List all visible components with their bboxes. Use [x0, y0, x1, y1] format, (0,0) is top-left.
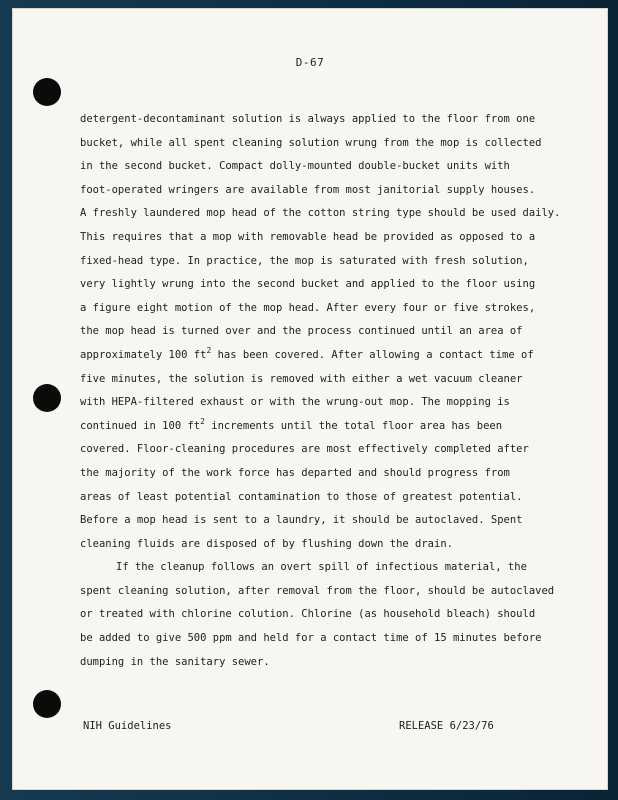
text-line	[80, 202, 561, 226]
text-line	[80, 533, 540, 557]
text-segment: continued in 100 ft	[80, 419, 201, 432]
text-segment: be added to give 500 ppm and held for a contact time of 15 minutes before	[80, 632, 542, 645]
text-line	[80, 368, 540, 392]
text-segment: the majority of the work force has departed and should progress from	[80, 466, 510, 479]
footer-source: NIH Guidelines	[83, 720, 172, 732]
punch-hole-middle	[33, 384, 61, 412]
text-line	[80, 179, 540, 203]
text-segment: the mop head is turned over and the process continued until an area of	[80, 325, 523, 338]
text-segment: has been covered. After allowing a contact time of	[211, 348, 534, 361]
body-text	[80, 108, 561, 674]
text-segment: fixed-head type. In practice, the mop is saturated with fresh solution,	[80, 254, 529, 267]
punch-hole-top	[33, 78, 61, 106]
text-segment: areas of least potential contamination to those of greatest potential.	[80, 490, 523, 503]
text-line	[80, 250, 540, 274]
text-line	[80, 391, 540, 415]
text-line	[80, 344, 540, 368]
text-segment: five minutes, the solution is removed with either a wet vacuum cleaner	[80, 372, 523, 385]
text-line	[80, 580, 555, 604]
text-line	[80, 226, 540, 250]
text-line	[80, 462, 540, 486]
text-line	[80, 297, 540, 321]
text-line	[80, 486, 540, 510]
text-segment: a figure eight motion of the mop head. After every four or five strokes,	[80, 301, 536, 314]
text-line	[80, 509, 540, 533]
text-segment: with HEPA-filtered exhaust or with the wrung-out mop. The mopping is	[80, 396, 510, 409]
text-segment: This requires that a mop with removable head be provided as opposed to a	[80, 230, 536, 243]
text-segment: cleaning fluids are disposed of by flushing down the drain.	[80, 537, 453, 550]
text-segment: bucket, while all spent cleaning solution wrung from the mop is collected	[80, 136, 542, 149]
text-segment: Before a mop head is sent to a laundry, it should be autoclaved. Spent	[80, 514, 523, 527]
punch-hole-bottom	[33, 690, 61, 718]
text-segment: detergent-decontaminant solution is always applied to the floor from one	[80, 113, 536, 125]
superscript: 2	[206, 345, 212, 355]
text-segment: If the cleanup follows an overt spill of infectious material, the	[116, 561, 527, 574]
text-segment: increments until the total floor area has been	[204, 419, 503, 432]
text-line	[80, 438, 540, 462]
text-line	[80, 556, 540, 580]
page-number: D-67	[295, 56, 325, 69]
text-segment: approximately 100 ft	[80, 348, 207, 361]
text-line	[80, 603, 540, 627]
document-page	[12, 8, 608, 790]
text-segment: spent cleaning solution, after removal from the floor, should be autoclaved	[80, 584, 555, 597]
text-line	[80, 415, 540, 439]
text-segment: in the second bucket. Compact dolly-mounted double-bucket units with	[80, 160, 510, 173]
text-segment: foot-operated wringers are available from most janitorial supply houses.	[80, 183, 536, 196]
text-line	[80, 132, 540, 156]
text-segment: dumping in the sanitary sewer.	[80, 655, 270, 668]
text-segment: or treated with chlorine colution. Chlorine (as household bleach) should	[80, 608, 536, 621]
text-line	[80, 627, 540, 651]
text-segment: covered. Floor-cleaning procedures are most effectively completed after	[80, 443, 529, 456]
text-line	[80, 651, 540, 675]
text-segment: very lightly wrung into the second bucket and applied to the floor using	[80, 278, 536, 291]
footer-release: RELEASE 6/23/76	[399, 720, 494, 732]
text-line	[80, 273, 540, 297]
text-line	[80, 155, 540, 179]
text-segment: A freshly laundered mop head of the cotton string type should be used daily.	[80, 207, 561, 220]
superscript: 2	[200, 416, 205, 426]
text-line	[80, 320, 540, 344]
text-line	[80, 108, 540, 132]
